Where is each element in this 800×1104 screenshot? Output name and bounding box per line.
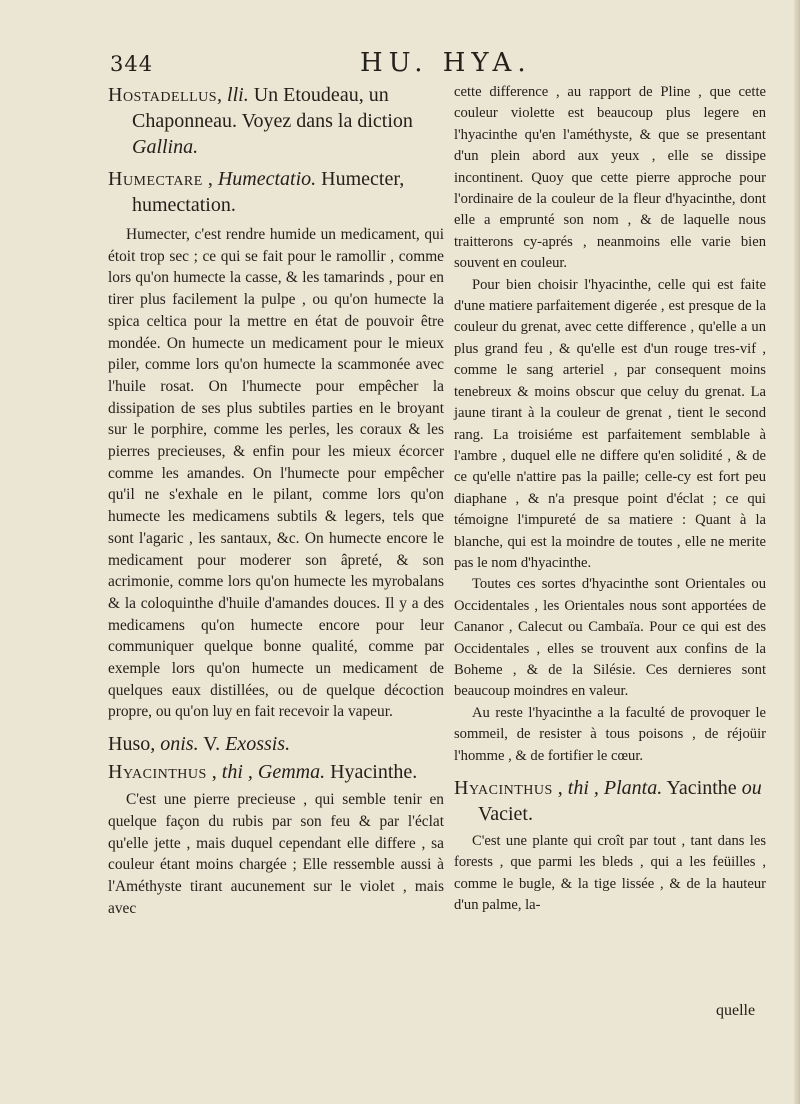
headword: Huso: [108, 733, 151, 756]
headword-variant: thi , Planta.: [567, 777, 663, 799]
headword: Humectare: [108, 168, 203, 190]
entry-definition: Un Etoudeau, un Chaponneau. Voyez dans la diction: [132, 84, 413, 132]
entry-humectare: [108, 166, 444, 218]
origins-paragraph: Toutes ces sortes d'hyacinthe sont Orientales ou Occidentales , les Orientales nous sont apportées de Cananor , Calecut ou Cambaïa. Pour ce qui est des Occidentales , elles se trouvent aux confins de la Boheme , & de la Silésie. Ces dernieres sont beaucoup moindres en valeur.: [454, 576, 766, 700]
entry-definition: Humecter, humectation.: [132, 168, 405, 216]
headword: Hyacinthus: [108, 761, 207, 784]
entry-hyacinthus-gemma: [108, 759, 444, 785]
headword-variant: thi , Gemma.: [221, 761, 326, 784]
running-title: HU. HYA.: [360, 48, 532, 78]
entry-definition: V.: [198, 733, 226, 756]
entry-definition: Yacinthe: [662, 777, 742, 799]
entry-definition: Hyacinthe.: [325, 761, 418, 784]
conjunction: ou: [741, 777, 762, 799]
cross-reference: Exossis.: [225, 733, 291, 756]
left-column: [108, 82, 444, 919]
entry-definition-alt: Vaciet.: [478, 803, 533, 825]
gemma-paragraph: C'est une pierre precieuse , qui semble tenir en quelque façon du rubis par son feu & par l'éclat qu'elle jette , mais duquel cependant elle differe , sa couleur étant moins chargée ; Elle ressemble aussi à l'Améthyste tirant aucunement sur le violet , mais avec: [108, 791, 444, 917]
spacer: [108, 723, 444, 731]
headword-variant: Humectatio.: [217, 168, 317, 190]
page-number: 344: [110, 52, 154, 76]
headword: Hostadellus: [108, 84, 218, 106]
gemma-continuation-paragraph: cette difference , au rapport de Pline , que cette couleur violette est beaucoup plus legere en l'hyacinthe qu'en l'améthyste, & que se presentant d'un plein abord aux yeux , elle se dissipe incontinent. Quoy que cette pierre approche pour l'ordinaire de la couleur de la fleur d'hyacinthe, dont elle a emprunté son nom , & de laquelle nous traitterons cy-aprés , neanmoins elle varie bien souvent en couleur.: [454, 84, 766, 272]
separator: ,: [206, 761, 222, 784]
entry-huso: [108, 731, 444, 757]
choosing-paragraph: Pour bien choisir l'hyacinthe, celle qui est faite d'une matiere parfaitement digerée , est presque de la couleur du grenat, avec cette difference , qu'elle a un plus grand feu , & qu'elle est d'un rouge tres-vif , comme le sang arteriel , par consequent moins tenebreux & moins obscur que celuy du grenat. La jaune tirant à la couleur de grenat , tient le second rang. La troisiéme est parfaitement semblable à l'ambre , duquel elle ne differe qu'en solidité , & de ce qu'elle n'attire pas la paille; celle-cy est fort peu diaphane , & n'a presque point d'éclat ; ce qui témoigne l'impureté de sa matiere : Quant à la blanche, qui est la moindre de toutes , elle ne merite pas le nom d'hyacinthe.: [454, 276, 766, 571]
headword-genitive: , onis.: [150, 733, 199, 756]
spacer: [454, 767, 766, 775]
separator: ,: [202, 168, 218, 190]
page-edge-shadow: [794, 0, 800, 1104]
page-header: [110, 50, 770, 84]
entry-hostadellus: [108, 82, 444, 160]
cross-reference: Gallina.: [132, 136, 199, 158]
planta-paragraph: C'est une plante qui croît par tout , tant dans les forests , que parmi les bleds , qui a les feüilles , comme le bugle, & la tige lissée , & de la hauteur d'un palme, la-: [454, 833, 766, 914]
right-column: [454, 82, 766, 917]
humectare-paragraph: Humecter, c'est rendre humide un medicament, qui étoit trop sec ; ce qui se fait pour le ramollir , comme lors qu'on humecte la casse, & les tamarinds , pour en tirer plus facilement la pulpe , ou qu'on humecte la spica celtica pour la mettre en état de pouvoir être mondée. On humecte un medicament pour le mieux piler, comme lors qu'on humecte la scammonée avec l'huile rosat. On l'humecte pour empêcher la dissipation de ses plus subtiles parties en le broyant sur le porphire, comme les perles, les coraux & les pierres precieuses, & enfin pour les mieux écorcer comme les amandes. On l'humecte pour empêcher qu'il ne s'exhale en le pilant, comme lors qu'on humecte les medicamens subtils & legers, tels que sont l'agaric , les santaux, &c. On humecte encore le medicament pour moderer son âpreté, & son acrimonie, comme lors qu'on humecte les myrobalans & la coloquinthe d'huile d'amandes douces. Il y a des medicamens qu'on humecte encore pour leur communiquer quelque bonne qualité, comme par exemple lors qu'on humecte un medicament de quelques eaux distillées, ou de quelque décoction propre, ou qu'on luy en fait recevoir la vapeur.: [108, 226, 444, 721]
separator: ,: [552, 777, 568, 799]
headword-genitive: , lli.: [217, 84, 249, 106]
headword: Hyacinthus: [454, 777, 553, 799]
faculties-paragraph: Au reste l'hyacinthe a la faculté de provoquer le sommeil, de resister à tous poisons , de réjoüir l'homme , & de fortifier le cœur.: [454, 704, 766, 764]
catchword: quelle: [716, 1002, 756, 1019]
entry-hyacinthus-planta: [454, 775, 766, 827]
